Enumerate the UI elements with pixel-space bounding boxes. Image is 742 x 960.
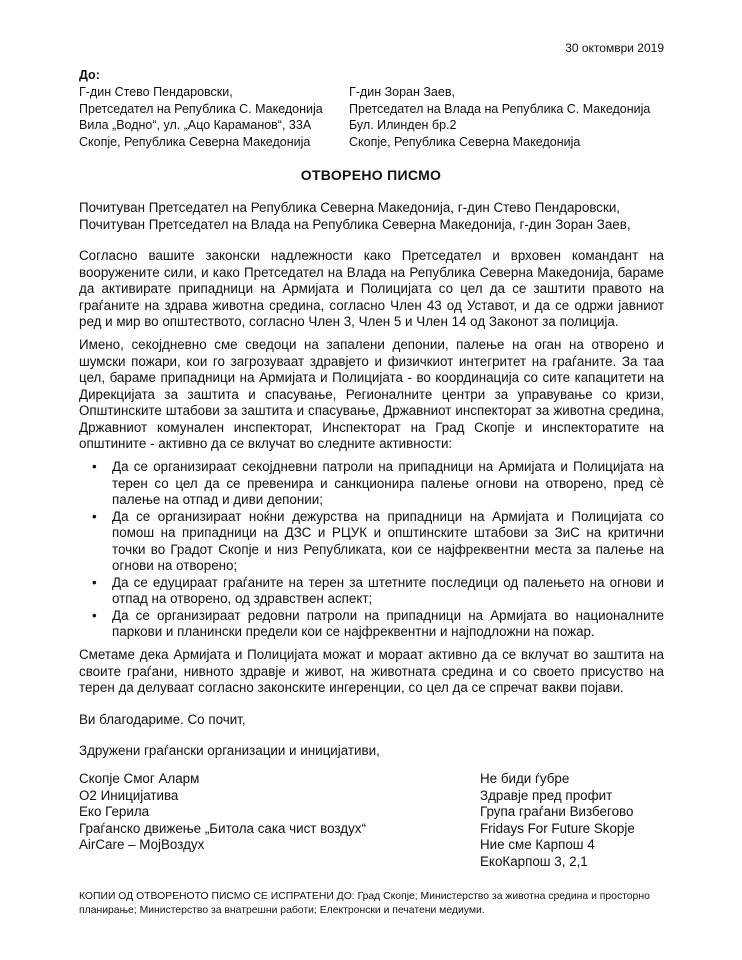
address-line: Претседател на Република С. Македонија [79,101,323,116]
list-item [79,459,664,509]
address-line: Скопје, Република Северна Македонија [349,134,581,149]
greeting-line: Почитуван Претседател на Република Северна Македонија, г-дин Стево Пендаровски, [79,200,621,215]
paragraph-text: Согласно вашите законски надлежности како Претседател и врховен командант на вооружените сили, и како Претседател на Влада на Република Северна Македонија, бараме да активирате припадници на Армијата и Полицијата со цел да се заштити правото на граѓаните на здрава животна средина, согласно Член 43 од Уставот, и да се одржи јавниот ред и мир во општеството, согласно Член 3, Член 5 и Член 14 од Законот за полиција. [79,248,664,329]
paragraph-text: Сметаме дека Армијата и Полицијата можат и мораат активно да се вклучат во заштита на своите граѓани, нивното здравје и живот, на животната средина и со своето присуство на терен да делуваат согласно законските ингеренции, со цел да се спречат вакви појави. [79,647,664,695]
list-item [79,575,664,608]
organization-name: Ние сме Карпош 4 [480,837,595,852]
bullet-icon: • [92,607,97,623]
organization-name: ЕкоКарпош 3, 2,1 [480,853,588,869]
letter-title: ОТВОРЕНО ПИСМО [300,167,442,183]
organizations-left [79,771,366,854]
paragraph-conclusion [79,647,664,697]
organization-name: О2 Иницијатива [79,787,179,803]
letter-date: 30 октомври 2019 [565,41,664,55]
organization-name: Граѓанско движење „Битола сака чист воздух“ [79,820,366,836]
greeting-line: Почитуван Претседател на Влада на Република Северна Македонија, г-дин Зоран Заев, [79,216,631,232]
organization-name: Скопје Смог Аларм [79,771,200,786]
address-line: Вила „Водно“, ул. „Ацо Караманов“, 33А [79,118,312,132]
bullet-icon: • [92,459,97,474]
activities-list [79,459,664,641]
paragraph-text: Имено, секојдневно сме сведоци на запалени депонии, палење на оган на отворено и шумски пожари, кои го загрозуваат здравјето и физичкиот интегритет на граѓаните. За таа цел, бараме припадници на Армијата и Полицијата - во координација со сите капацитети на Дирекцијата за заштита и спасување, Регионалните центри за управување со кризи, Општинските штабови за заштита и спасување, Државниот инспекторат за животна средина, Државниот комунален инспекторат, Инспекторат на Град Скопје и инспекторатите на општините - активно да се вклучат во следните активности: [79,337,664,451]
address-line: Г-дин Стево Пендаровски, [79,85,233,99]
address-line: Скопје, Република Северна Македонија [79,134,311,149]
copies-footer: КОПИИ ОД ОТВОРЕНОТО ПИСМО СЕ ИСПРАТЕНИ ДО: Град Скопје; Министерство за животна средина и просторно планирање; Министерство за внатрешни работи; Електронски и печатени медиуми. [79,891,650,916]
address-line: Бул. Илинден бр.2 [349,118,457,132]
list-item-text: Да се организираат секојдневни патроли на припадници на Армијата и Полицијата на терен со цел да се превенира и санкционира палење огнови на отворено, пред сѐ палење на отпад и диви депонии; [112,459,664,507]
list-item [79,509,664,575]
organization-name: Fridays For Future Skopje [480,820,635,836]
address-block-prime-minister [349,84,650,150]
organization-name: AirCare – МојВоздух [79,837,205,852]
recipients-label: До: [79,68,100,82]
organizations-right [480,771,635,870]
bullet-icon: • [92,574,97,590]
organization-name: Група граѓани Визбегово [480,804,634,819]
greeting [79,200,664,233]
list-item-text: Да се едуцираат граѓаните на терен за штетните последици од палењето на огнови и отпад на отворено, од здравствен аспект; [112,574,664,606]
paragraph-context [79,337,664,453]
closing-line: Ви благодариме. Со почит, [79,712,246,727]
organization-name: Здравје пред профит [480,787,613,803]
list-item-text: Да се организираат ноќни дежурства на припадници на Армијата и Полицијата со помош на припадници на ДЗС и РЦУК и општинските штабови за ЗиС на критични точки во Градот Скопје и низ Републиката, кои се најфреквентни места за палење на огнови на отворено; [112,508,664,573]
signatory-line: Здружени граѓански организации и иницијативи, [79,743,380,758]
address-block-president [79,84,323,150]
paragraph-request [79,248,664,331]
organization-name: Еко Герила [79,804,150,819]
bullet-icon: • [92,508,97,524]
address-line: Претседател на Влада на Република С. Македонија [349,101,651,116]
list-item-text: Да се организираат редовни патроли на припадници на Армијата во националните паркови и планински предели кои се најфреквентни и најподложни на пожар. [112,607,664,639]
address-line: Г-дин Зоран Заев, [349,85,455,99]
list-item [79,608,664,641]
organization-name: Не биди ѓубре [480,771,570,786]
